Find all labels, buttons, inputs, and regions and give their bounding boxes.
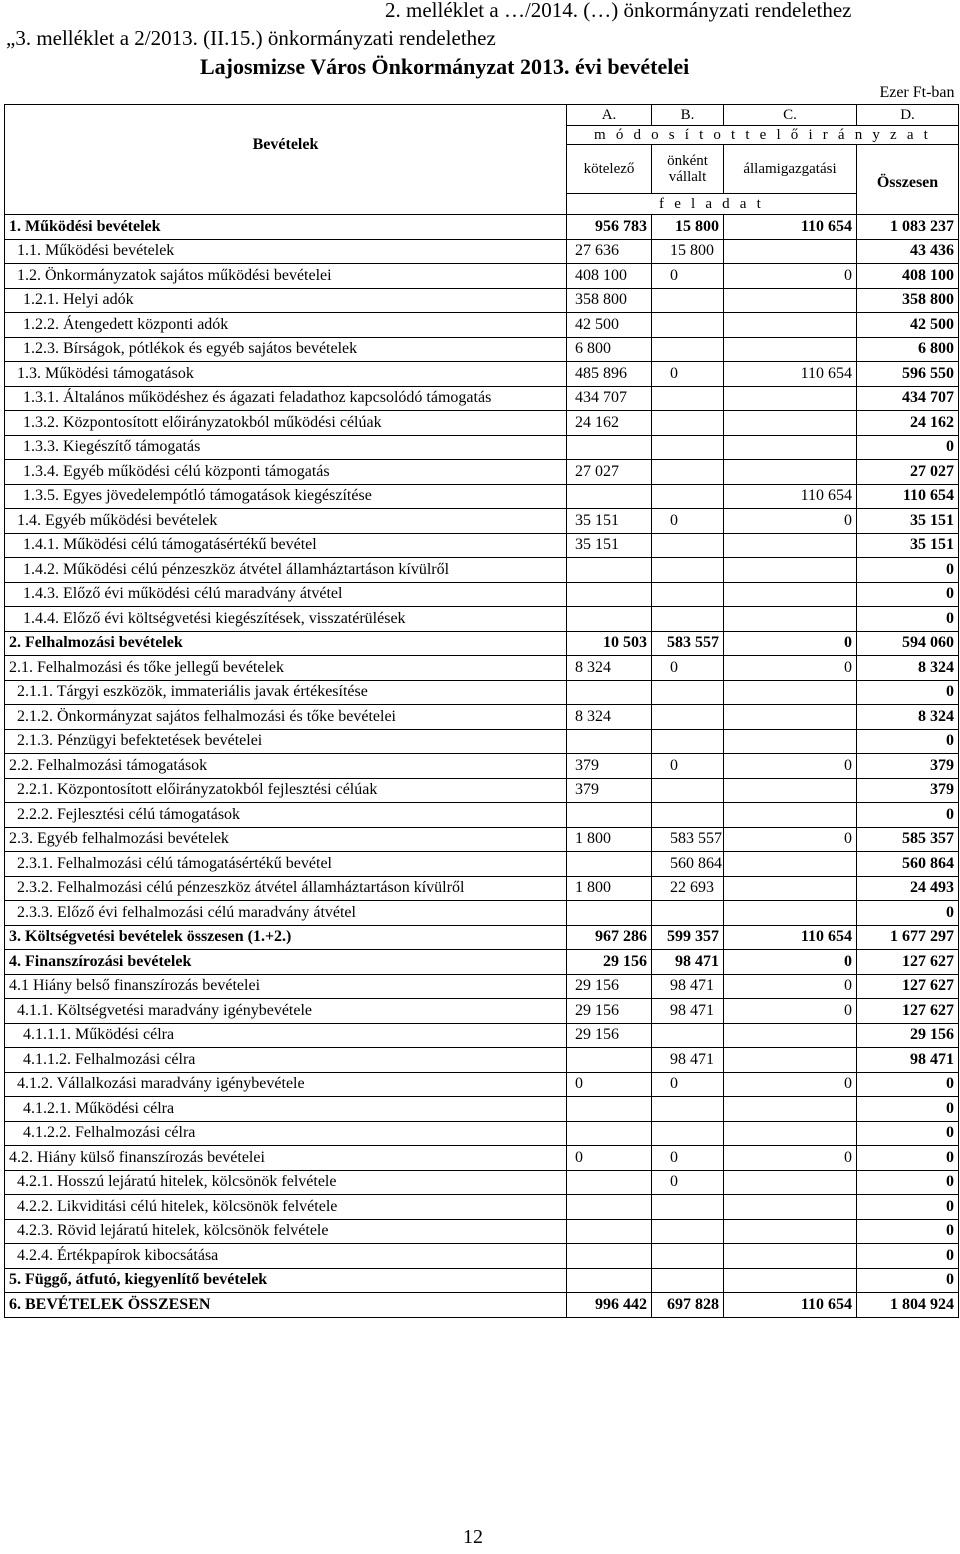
cell-b: 22 693 (652, 876, 724, 901)
cell-d: 0 (857, 435, 959, 460)
cell-c (724, 313, 857, 338)
cell-a (567, 1244, 652, 1269)
cell-d: 0 (857, 1195, 959, 1220)
table-row (5, 558, 959, 583)
cell-d: 8 324 (857, 656, 959, 681)
cell-d: 127 627 (857, 999, 959, 1024)
table-row (5, 411, 959, 436)
cell-b (652, 484, 724, 509)
cell-b: 583 557 (652, 827, 724, 852)
cell-c (724, 1097, 857, 1122)
cell-a (567, 1268, 652, 1293)
cell-b: 98 471 (652, 950, 724, 975)
cell-a: 1 800 (567, 876, 652, 901)
cell-a (567, 1048, 652, 1073)
row-label: 1.1. Működési bevételek (5, 239, 567, 264)
cell-a: 379 (567, 754, 652, 779)
cell-c: 110 654 (724, 362, 857, 387)
table-row (5, 313, 959, 338)
cell-b (652, 1121, 724, 1146)
cell-b (652, 1097, 724, 1122)
table-row (5, 1146, 959, 1171)
cell-a: 29 156 (567, 1023, 652, 1048)
allamigazgatasi-header: államigazgatási (724, 145, 857, 194)
cell-a: 29 156 (567, 999, 652, 1024)
table-row (5, 852, 959, 877)
row-label: 1.4.2. Működési célú pénzeszköz átvétel államháztartáson kívülről (5, 558, 567, 583)
cell-d: 24 493 (857, 876, 959, 901)
cell-d: 0 (857, 558, 959, 583)
row-label: 1.3.2. Központosított előirányzatokból működési célúak (5, 411, 567, 436)
cell-d: 0 (857, 1146, 959, 1171)
table-row (5, 803, 959, 828)
cell-d: 8 324 (857, 705, 959, 730)
row-label: 2.1.1. Tárgyi eszközök, immateriális javak értékesítése (5, 680, 567, 705)
row-label: 1.3.3. Kiegészítő támogatás (5, 435, 567, 460)
cell-b (652, 803, 724, 828)
cell-a: 408 100 (567, 264, 652, 289)
cell-b (652, 313, 724, 338)
cell-a (567, 803, 652, 828)
cell-d: 35 151 (857, 533, 959, 558)
cell-b: 98 471 (652, 1048, 724, 1073)
table-row (5, 509, 959, 534)
row-label: 4.2. Hiány külső finanszírozás bevételei (5, 1146, 567, 1171)
cell-a: 29 156 (567, 950, 652, 975)
table-row (5, 337, 959, 362)
cell-c: 0 (724, 1072, 857, 1097)
row-label: 4.2.1. Hosszú lejáratú hitelek, kölcsönök felvétele (5, 1170, 567, 1195)
table-row (5, 876, 959, 901)
cell-b: 560 864 (652, 852, 724, 877)
table-row (5, 264, 959, 289)
table-row (5, 362, 959, 387)
cell-c (724, 852, 857, 877)
cell-d: 0 (857, 1219, 959, 1244)
cell-b (652, 1268, 724, 1293)
table-row (5, 1048, 959, 1073)
cell-c (724, 1121, 857, 1146)
cell-c (724, 729, 857, 754)
cell-c (724, 1195, 857, 1220)
cell-a: 29 156 (567, 974, 652, 999)
cell-b: 599 357 (652, 925, 724, 950)
cell-c (724, 876, 857, 901)
cell-b (652, 435, 724, 460)
row-label: 2.1.2. Önkormányzat sajátos felhalmozási és tőke bevételei (5, 705, 567, 730)
cell-c: 0 (724, 631, 857, 656)
bevetelek-header: Bevételek (5, 105, 567, 215)
row-label: 1.3. Működési támogatások (5, 362, 567, 387)
annex-reference-2014: 2. melléklet a …/2014. (…) önkormányzati rendelethez (385, 0, 852, 22)
row-label: 1.3.5. Egyes jövedelempótló támogatások kiegészítése (5, 484, 567, 509)
cell-b: 0 (652, 1170, 724, 1195)
cell-b: 0 (652, 509, 724, 534)
cell-b: 0 (652, 656, 724, 681)
row-label: 2.1.3. Pénzügyi befektetések bevételei (5, 729, 567, 754)
cell-d: 379 (857, 754, 959, 779)
cell-c: 0 (724, 999, 857, 1024)
cell-a: 8 324 (567, 656, 652, 681)
kotelezo-header: kötelező (567, 145, 652, 194)
cell-b (652, 582, 724, 607)
cell-c: 0 (724, 656, 857, 681)
cell-c: 110 654 (724, 1293, 857, 1318)
cell-d: 0 (857, 680, 959, 705)
table-row (5, 950, 959, 975)
row-label: 4.2.2. Likviditási célú hitelek, kölcsönök felvétele (5, 1195, 567, 1220)
table-row (5, 705, 959, 730)
row-label: 4. Finanszírozási bevételek (5, 950, 567, 975)
cell-c (724, 533, 857, 558)
cell-a: 0 (567, 1146, 652, 1171)
cell-c: 110 654 (724, 484, 857, 509)
cell-b (652, 729, 724, 754)
cell-b (652, 1195, 724, 1220)
table-row (5, 901, 959, 926)
table-row (5, 729, 959, 754)
row-label: 1.4. Egyéb működési bevételek (5, 509, 567, 534)
table-row (5, 925, 959, 950)
cell-c (724, 386, 857, 411)
cell-a: 35 151 (567, 533, 652, 558)
cell-b: 98 471 (652, 974, 724, 999)
cell-a: 996 442 (567, 1293, 652, 1318)
page-title: Lajosmizse Város Önkormányzat 2013. évi bevételei (200, 54, 690, 79)
cell-a: 10 503 (567, 631, 652, 656)
cell-c (724, 1244, 857, 1269)
table-row (5, 754, 959, 779)
table-row (5, 1268, 959, 1293)
row-label: 2.1. Felhalmozási és tőke jellegű bevételek (5, 656, 567, 681)
cell-d: 0 (857, 1268, 959, 1293)
cell-d: 358 800 (857, 288, 959, 313)
cell-c (724, 778, 857, 803)
cell-c (724, 680, 857, 705)
cell-b (652, 1244, 724, 1269)
cell-d: 0 (857, 729, 959, 754)
cell-a: 27 636 (567, 239, 652, 264)
annex-reference-2013: „3. melléklet a 2/2013. (II.15.) önkormányzati rendelethez (6, 26, 496, 50)
cell-c: 110 654 (724, 215, 857, 240)
cell-a: 1 800 (567, 827, 652, 852)
cell-c: 0 (724, 754, 857, 779)
cell-d: 0 (857, 1244, 959, 1269)
cell-b (652, 901, 724, 926)
row-label: 4.2.3. Rövid lejáratú hitelek, kölcsönök felvétele (5, 1219, 567, 1244)
table-row (5, 1195, 959, 1220)
cell-c: 0 (724, 264, 857, 289)
table-row (5, 778, 959, 803)
cell-a (567, 1219, 652, 1244)
cell-d: 1 804 924 (857, 1293, 959, 1318)
cell-a: 8 324 (567, 705, 652, 730)
cell-d: 0 (857, 1072, 959, 1097)
cell-b: 697 828 (652, 1293, 724, 1318)
cell-c (724, 1219, 857, 1244)
cell-c (724, 607, 857, 632)
cell-d: 110 654 (857, 484, 959, 509)
row-label: 4.1.1.2. Felhalmozási célra (5, 1048, 567, 1073)
cell-a: 358 800 (567, 288, 652, 313)
cell-a (567, 901, 652, 926)
table-row (5, 288, 959, 313)
osszesen-header: Összesen (857, 145, 959, 215)
cell-a: 42 500 (567, 313, 652, 338)
table-row (5, 1293, 959, 1318)
table-row (5, 607, 959, 632)
revenue-table (4, 82, 959, 1318)
cell-c: 0 (724, 1146, 857, 1171)
cell-b (652, 558, 724, 583)
table-row (5, 827, 959, 852)
cell-a: 485 896 (567, 362, 652, 387)
row-label: 2.3.3. Előző évi felhalmozási célú maradvány átvétel (5, 901, 567, 926)
table-body (5, 215, 959, 1318)
cell-b: 0 (652, 1146, 724, 1171)
cell-a (567, 852, 652, 877)
cell-c: 0 (724, 509, 857, 534)
cell-a (567, 1121, 652, 1146)
cell-b: 15 800 (652, 239, 724, 264)
cell-c: 0 (724, 950, 857, 975)
row-label: 5. Függő, átfutó, kiegyenlítő bevételek (5, 1268, 567, 1293)
cell-a (567, 1097, 652, 1122)
row-label: 1.3.4. Egyéb működési célú központi támogatás (5, 460, 567, 485)
cell-d: 434 707 (857, 386, 959, 411)
cell-d: 594 060 (857, 631, 959, 656)
cell-d: 0 (857, 607, 959, 632)
row-label: 2.3. Egyéb felhalmozási bevételek (5, 827, 567, 852)
row-label: 4.2.4. Értékpapírok kibocsátása (5, 1244, 567, 1269)
cell-c (724, 1268, 857, 1293)
table-row (5, 215, 959, 240)
cell-d: 585 357 (857, 827, 959, 852)
cell-a: 434 707 (567, 386, 652, 411)
cell-c (724, 705, 857, 730)
col-letter-b: B. (652, 105, 724, 126)
onkent-vallalt-header: önként vállalt (652, 145, 724, 194)
cell-a: 35 151 (567, 509, 652, 534)
cell-a (567, 435, 652, 460)
table-row (5, 582, 959, 607)
table-row (5, 386, 959, 411)
cell-a (567, 607, 652, 632)
cell-b: 0 (652, 264, 724, 289)
cell-b (652, 411, 724, 436)
unit-label: Ezer Ft-ban (879, 84, 955, 101)
row-label: 4.1.1.1. Működési célra (5, 1023, 567, 1048)
cell-c (724, 288, 857, 313)
cell-c (724, 901, 857, 926)
row-label: 1.2.3. Bírságok, pótlékok és egyéb sajátos bevételek (5, 337, 567, 362)
cell-a: 956 783 (567, 215, 652, 240)
table-row (5, 1170, 959, 1195)
cell-d: 1 677 297 (857, 925, 959, 950)
row-label: 1.4.1. Működési célú támogatásértékű bevétel (5, 533, 567, 558)
cell-a (567, 558, 652, 583)
cell-b: 583 557 (652, 631, 724, 656)
cell-c (724, 1048, 857, 1073)
cell-b: 15 800 (652, 215, 724, 240)
cell-c: 110 654 (724, 925, 857, 950)
cell-a: 379 (567, 778, 652, 803)
modositott-eloiranyzat-header: m ó d o s í t o t t e l ő i r á n y z a t (567, 126, 959, 145)
row-label: 2.2.1. Központosított előirányzatokból fejlesztési célúak (5, 778, 567, 803)
cell-a: 0 (567, 1072, 652, 1097)
table-row (5, 999, 959, 1024)
cell-a (567, 1195, 652, 1220)
cell-b (652, 288, 724, 313)
row-label: 1.2.2. Átengedett központi adók (5, 313, 567, 338)
cell-b: 0 (652, 1072, 724, 1097)
row-label: 2.2.2. Fejlesztési célú támogatások (5, 803, 567, 828)
table-row (5, 1121, 959, 1146)
cell-d: 1 083 237 (857, 215, 959, 240)
cell-b (652, 1219, 724, 1244)
cell-c (724, 1023, 857, 1048)
cell-c (724, 460, 857, 485)
table-row (5, 974, 959, 999)
cell-b (652, 607, 724, 632)
cell-d: 408 100 (857, 264, 959, 289)
cell-d: 27 027 (857, 460, 959, 485)
cell-b: 0 (652, 362, 724, 387)
row-label: 2.3.2. Felhalmozási célú pénzeszköz átvétel államháztartáson kívülről (5, 876, 567, 901)
cell-b (652, 460, 724, 485)
table-row (5, 1023, 959, 1048)
row-label: 1.2. Önkormányzatok sajátos működési bevételei (5, 264, 567, 289)
table-row (5, 533, 959, 558)
cell-a: 967 286 (567, 925, 652, 950)
cell-b (652, 705, 724, 730)
row-label: 4.1.2.2. Felhalmozási célra (5, 1121, 567, 1146)
page-number: 12 (463, 1526, 483, 1548)
cell-b (652, 778, 724, 803)
row-label: 2.2. Felhalmozási támogatások (5, 754, 567, 779)
cell-d: 35 151 (857, 509, 959, 534)
table-header (5, 105, 959, 215)
cell-c (724, 558, 857, 583)
cell-d: 0 (857, 1097, 959, 1122)
row-label: 4.1.1. Költségvetési maradvány igénybevétele (5, 999, 567, 1024)
cell-d: 6 800 (857, 337, 959, 362)
cell-d: 98 471 (857, 1048, 959, 1073)
row-label: 2.3.1. Felhalmozási célú támogatásértékű bevétel (5, 852, 567, 877)
cell-b (652, 337, 724, 362)
cell-d: 43 436 (857, 239, 959, 264)
cell-d: 127 627 (857, 950, 959, 975)
cell-d: 596 550 (857, 362, 959, 387)
cell-a: 27 027 (567, 460, 652, 485)
row-label: 4.1.2.1. Működési célra (5, 1097, 567, 1122)
cell-c: 0 (724, 827, 857, 852)
row-label: 1.3.1. Általános működéshez és ágazati feladathoz kapcsolódó támogatás (5, 386, 567, 411)
cell-c (724, 1170, 857, 1195)
col-letter-d: D. (857, 105, 959, 126)
row-label: 1. Működési bevételek (5, 215, 567, 240)
cell-d: 0 (857, 1170, 959, 1195)
cell-c (724, 582, 857, 607)
cell-a: 24 162 (567, 411, 652, 436)
cell-b (652, 533, 724, 558)
row-label: 1.4.4. Előző évi költségvetési kiegészítések, visszatérülések (5, 607, 567, 632)
cell-c (724, 337, 857, 362)
cell-a (567, 1170, 652, 1195)
cell-d: 0 (857, 582, 959, 607)
cell-c (724, 435, 857, 460)
table-row (5, 1072, 959, 1097)
row-label: 2. Felhalmozási bevételek (5, 631, 567, 656)
row-label: 3. Költségvetési bevételek összesen (1.+2.) (5, 925, 567, 950)
cell-c (724, 411, 857, 436)
table-row (5, 1244, 959, 1269)
cell-b: 98 471 (652, 999, 724, 1024)
cell-d: 0 (857, 803, 959, 828)
cell-d: 127 627 (857, 974, 959, 999)
cell-a (567, 729, 652, 754)
cell-d: 29 156 (857, 1023, 959, 1048)
cell-a (567, 582, 652, 607)
cell-c (724, 239, 857, 264)
table-row (5, 239, 959, 264)
cell-c (724, 803, 857, 828)
table-row (5, 631, 959, 656)
cell-a (567, 680, 652, 705)
row-label: 4.1.2. Vállalkozási maradvány igénybevétele (5, 1072, 567, 1097)
cell-b (652, 386, 724, 411)
cell-b (652, 680, 724, 705)
feladat-header: f e l a d a t (567, 194, 857, 215)
table-row (5, 460, 959, 485)
cell-d: 379 (857, 778, 959, 803)
cell-d: 0 (857, 901, 959, 926)
cell-b: 0 (652, 754, 724, 779)
table-row (5, 435, 959, 460)
table-row (5, 1219, 959, 1244)
col-letter-c: C. (724, 105, 857, 126)
row-label: 1.4.3. Előző évi működési célú maradvány átvétel (5, 582, 567, 607)
table-row (5, 1097, 959, 1122)
table-row (5, 656, 959, 681)
row-label: 4.1 Hiány belső finanszírozás bevételei (5, 974, 567, 999)
table-row (5, 484, 959, 509)
cell-a: 6 800 (567, 337, 652, 362)
cell-b (652, 1023, 724, 1048)
table-row (5, 680, 959, 705)
cell-d: 24 162 (857, 411, 959, 436)
col-letter-a: A. (567, 105, 652, 126)
row-label: 6. BEVÉTELEK ÖSSZESEN (5, 1293, 567, 1318)
cell-d: 0 (857, 1121, 959, 1146)
cell-d: 560 864 (857, 852, 959, 877)
row-label: 1.2.1. Helyi adók (5, 288, 567, 313)
cell-d: 42 500 (857, 313, 959, 338)
cell-a (567, 484, 652, 509)
cell-c: 0 (724, 974, 857, 999)
